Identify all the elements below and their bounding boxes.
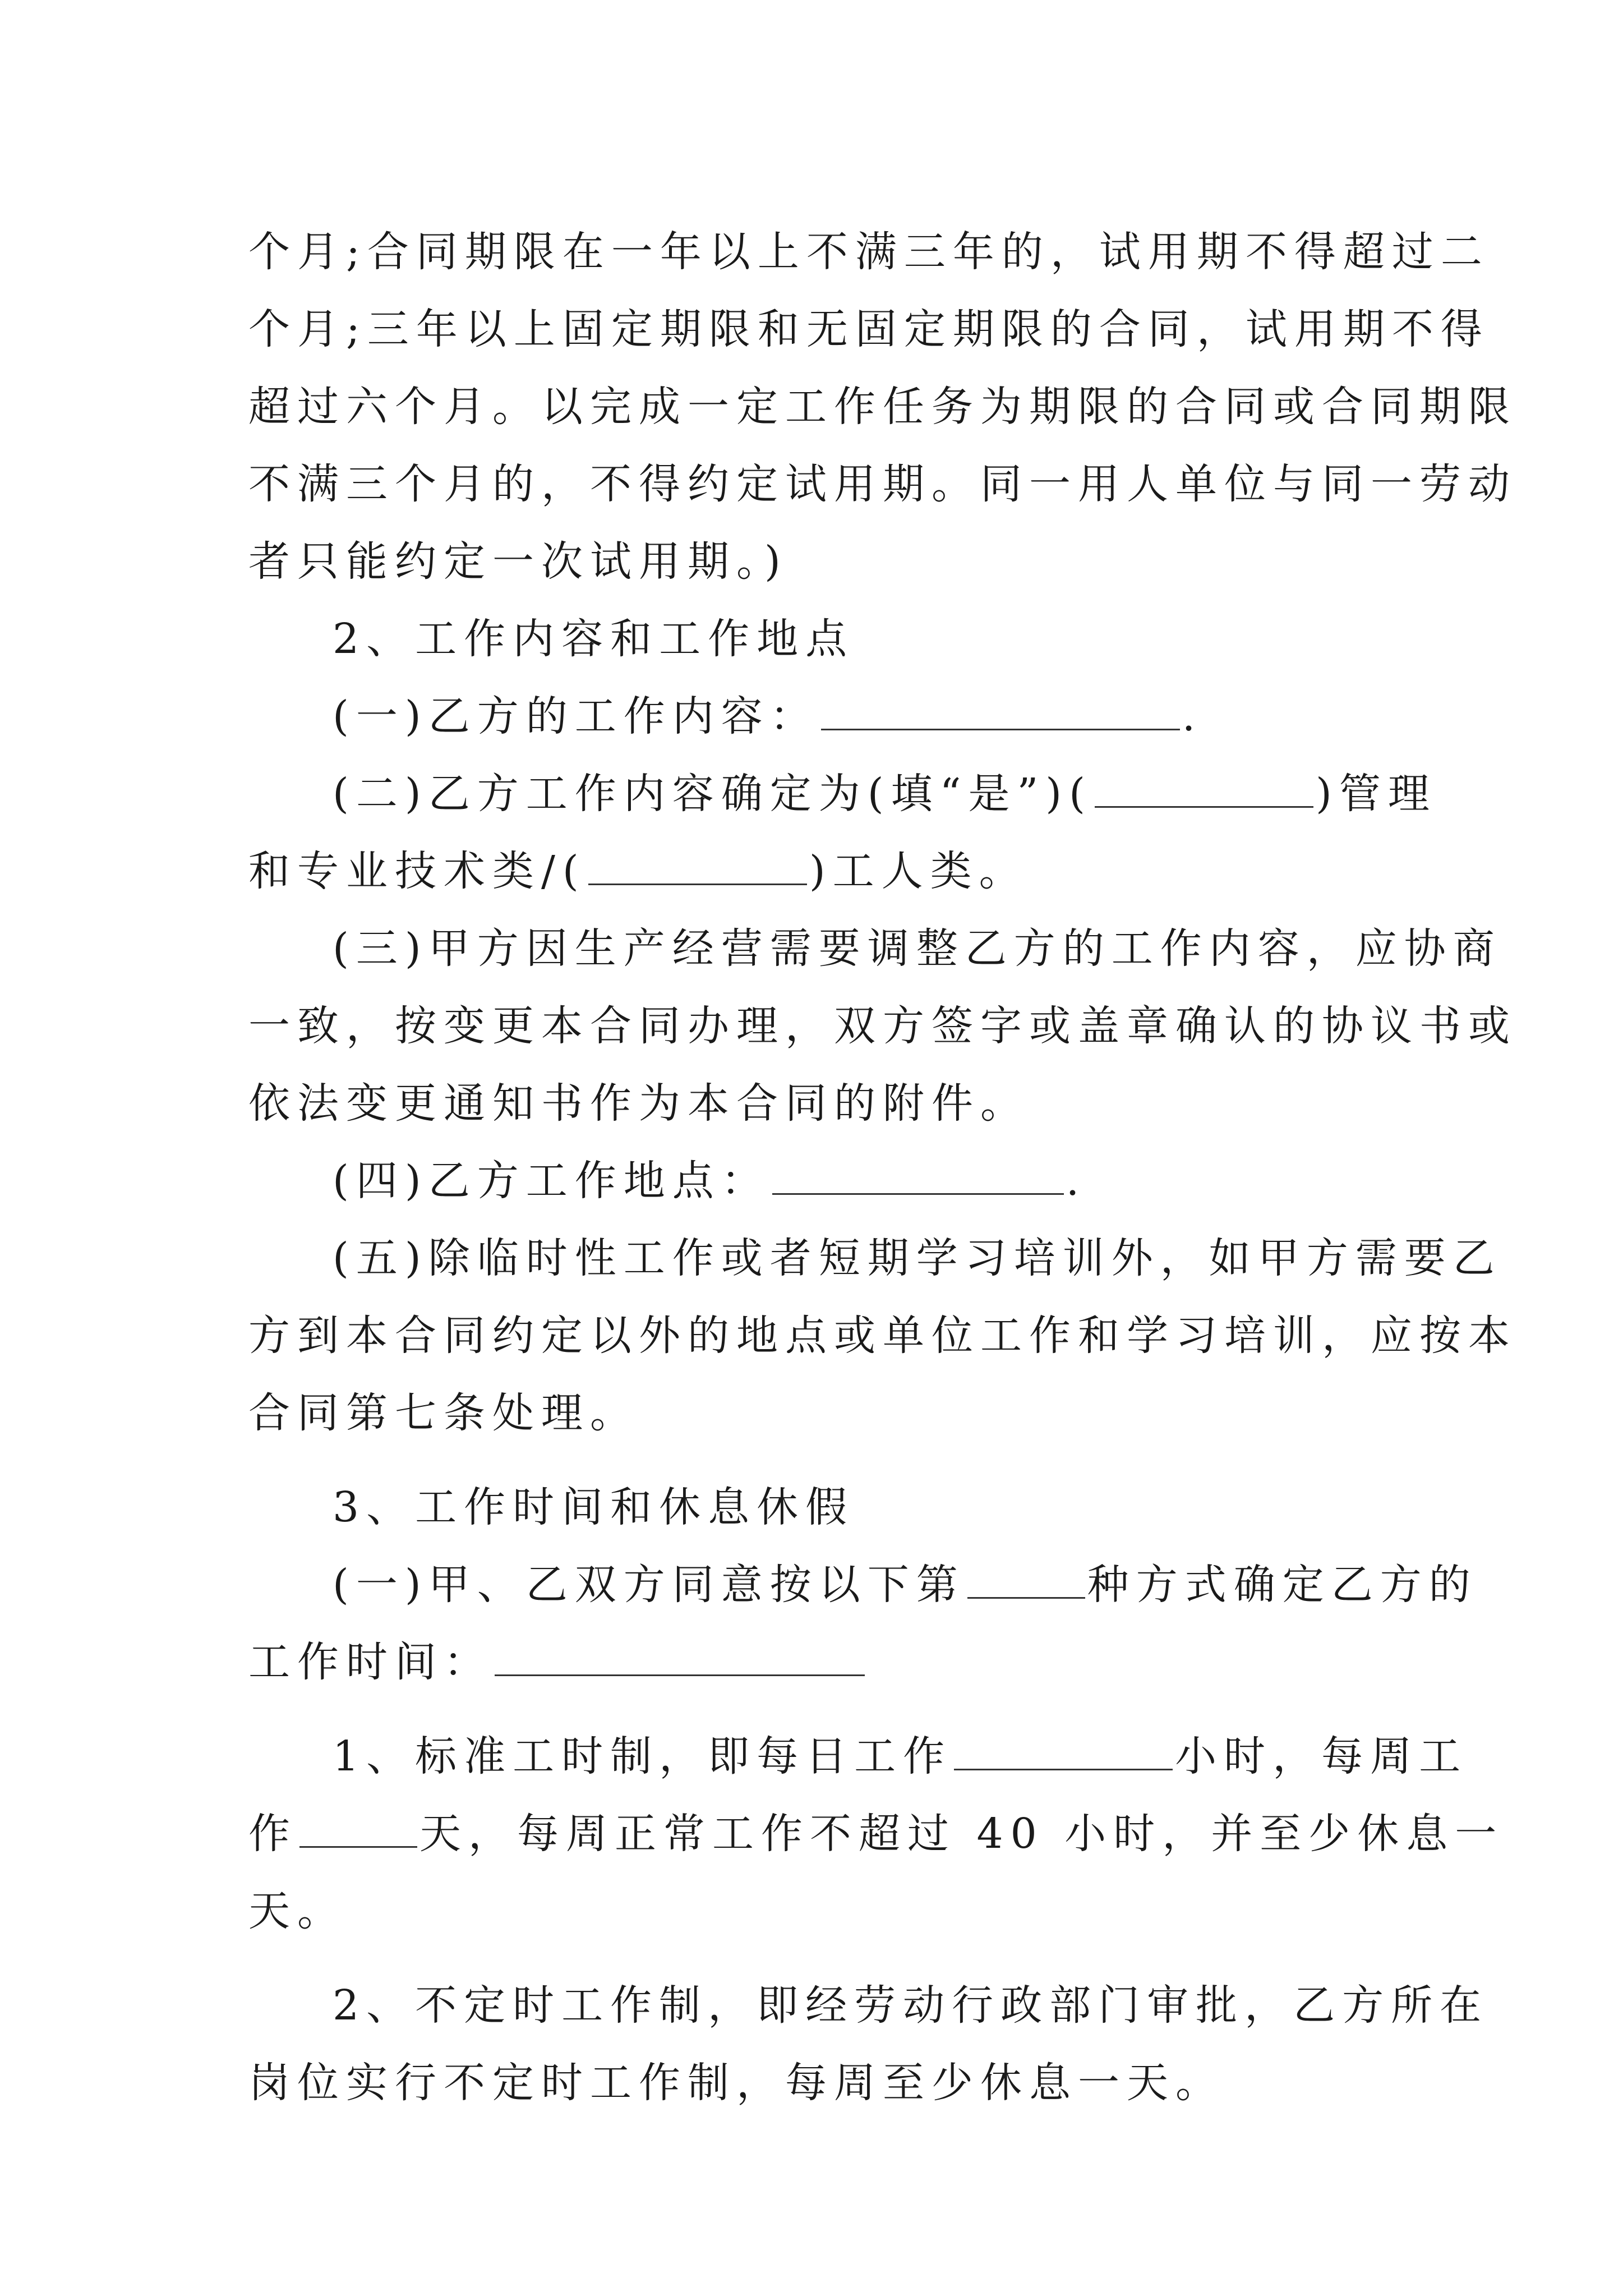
job-category-line: (二)乙方工作内容确定为(填“是”)( )管理 bbox=[333, 770, 1437, 818]
paragraph-line: 一致，按变更本合同办理，双方签字或盖章确认的协议书或 bbox=[248, 1002, 1517, 1050]
work-location-blank[interactable] bbox=[772, 1161, 1064, 1195]
work-time-blank[interactable] bbox=[495, 1642, 865, 1676]
paragraph-line: 依法变更通知书作为本合同的附件。 bbox=[248, 1079, 1029, 1128]
worker-category-blank[interactable] bbox=[588, 851, 807, 885]
paragraph-line: 个月;合同期限在一年以上不满三年的，试用期不得超过二 bbox=[248, 228, 1490, 276]
paragraph-line: (五)除临时性工作或者短期学习培训外，如甲方需要乙 bbox=[333, 1234, 1502, 1282]
paragraph-line: (三)甲方因生产经营需要调整乙方的工作内容，应协商 bbox=[333, 924, 1502, 973]
section-heading: 2、工作内容和工作地点 bbox=[333, 615, 855, 663]
paragraph-line: 不满三个月的，不得约定试用期。同一用人单位与同一劳动 bbox=[248, 460, 1517, 508]
work-content-blank[interactable] bbox=[821, 696, 1180, 730]
paragraph-line: 天。 bbox=[248, 1887, 346, 1935]
paragraph-line: 2、不定时工作制，即经劳动行政部门审批，乙方所在 bbox=[333, 1981, 1489, 2030]
paragraph-line: 超过六个月。以完成一定工作任务为期限的合同或合同期限 bbox=[248, 383, 1517, 431]
work-time-method-line: (一)甲、乙双方同意按以下第 种方式确定乙方的 bbox=[333, 1561, 1478, 1609]
weekly-days-blank[interactable] bbox=[299, 1814, 417, 1848]
paragraph-line: 方到本合同约定以外的地点或单位工作和学习培训，应按本 bbox=[248, 1312, 1517, 1360]
work-content-label: (一)乙方的工作内容： bbox=[333, 692, 819, 740]
paragraph-line: 者只能约定一次试用期。) bbox=[248, 537, 788, 586]
work-time-line: 工作时间： bbox=[248, 1623, 1381, 1701]
standard-hours-line: 1、标准工时制，即每日工作 小时，每周工 bbox=[333, 1732, 1468, 1780]
standard-hours-line-2: 作 天，每周正常工作不超过 40 小时，并至少休息一 bbox=[248, 1810, 1504, 1858]
work-location-line: (四)乙方工作地点： . bbox=[333, 1157, 1087, 1205]
work-content-line: (一)乙方的工作内容： . bbox=[333, 692, 1203, 740]
paragraph-line: 合同第七条处理。 bbox=[248, 1389, 639, 1437]
section-heading: 3、工作时间和休息休假 bbox=[333, 1483, 855, 1531]
paragraph-line: 个月;三年以上固定期限和无固定期限的合同，试用期不得 bbox=[248, 305, 1490, 353]
job-category-line-2: 和专业技术类/( )工人类。 bbox=[248, 847, 1028, 895]
management-category-blank[interactable] bbox=[1095, 774, 1313, 808]
daily-hours-blank[interactable] bbox=[954, 1736, 1173, 1770]
paragraph-line: 岗位实行不定时工作制，每周至少休息一天。 bbox=[248, 2059, 1224, 2107]
method-number-blank[interactable] bbox=[967, 1565, 1085, 1599]
document-body bbox=[248, 213, 1517, 2122]
